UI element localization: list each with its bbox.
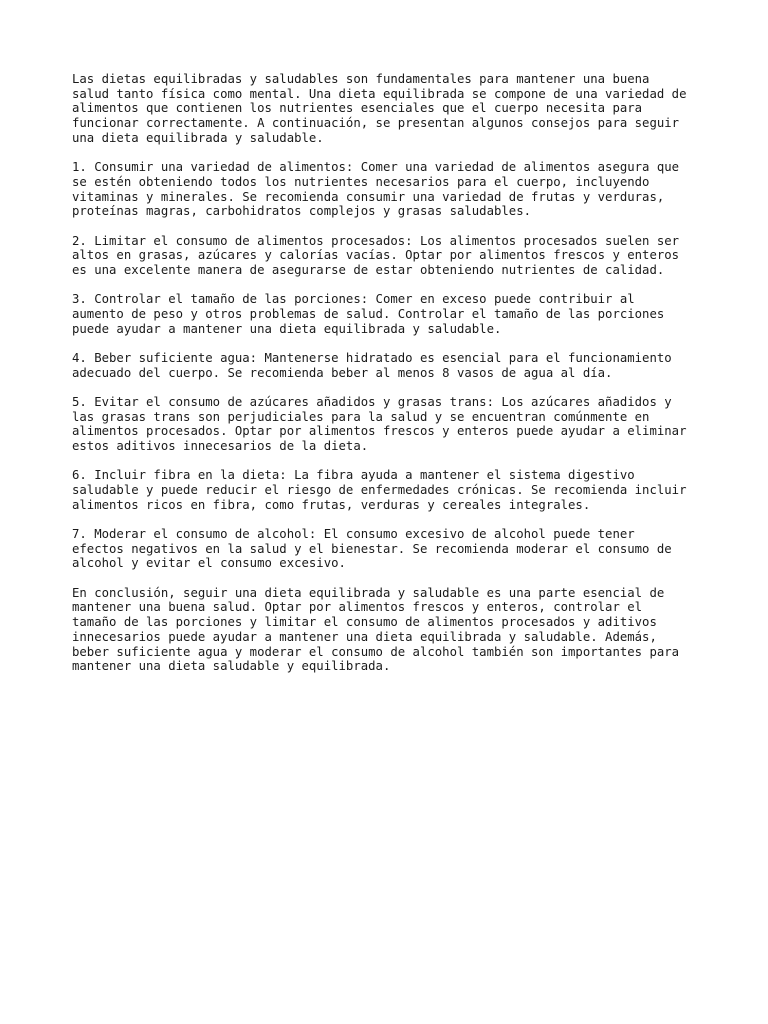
- tip-5-paragraph: 5. Evitar el consumo de azúcares añadidos y grasas trans: Los azúcares añadidos y las grasas trans son perjudiciales para la salud y se encuentran comúnmente en alimentos procesados. Optar por alimentos frescos y enteros puede ayudar a eliminar estos aditivos innecesarios de la dieta.: [72, 394, 687, 454]
- tip-4-paragraph: 4. Beber suficiente agua: Mantenerse hidratado es esencial para el funcionamiento adecuado del cuerpo. Se recomienda beber al menos 8 vasos de agua al día.: [72, 350, 672, 380]
- tip-7-paragraph: 7. Moderar el consumo de alcohol: El consumo excesivo de alcohol puede tener efectos negativos en la salud y el bienestar. Se recomienda moderar el consumo de alcohol y evitar el consumo excesivo.: [72, 527, 672, 571]
- tip-2-paragraph: 2. Limitar el consumo de alimentos procesados: Los alimentos procesados suelen ser altos en grasas, azúcares y calorías vacías. Optar por alimentos frescos y enteros es una excelente manera de asegurarse de estar obteniendo nutrientes de calidad.: [72, 233, 680, 277]
- tip-6-paragraph: 6. Incluir fibra en la dieta: La fibra ayuda a mantener el sistema digestivo saludable y puede reducir el riesgo de enfermedades crónicas. Se recomienda incluir alimentos ricos en fibra, como frutas, verduras y cereales integrales.: [72, 468, 687, 512]
- intro-paragraph: Las dietas equilibradas y saludables son fundamentales para mantener una buena salud tanto física como mental. Una dieta equilibrada se compone de una variedad de alimentos que contienen los nutrientes esenciales que el cuerpo necesita para funcionar correctamente. A continuación, se presentan algunos consejos para seguir una dieta equilibrada y saludable.: [72, 72, 687, 145]
- document-page: [72, 72, 712, 689]
- tip-3-paragraph: 3. Controlar el tamaño de las porciones: Comer en exceso puede contribuir al aumento de peso y otros problemas de salud. Controlar el tamaño de las porciones puede ayudar a mantener una dieta equilibrada y saludable.: [72, 292, 665, 336]
- tip-1-paragraph: 1. Consumir una variedad de alimentos: Comer una variedad de alimentos asegura que se estén obteniendo todos los nutrientes necesarios para el cuerpo, incluyendo vitaminas y minerales. Se recomienda consumir una variedad de frutas y verduras, proteínas magras, carbohidratos complejos y grasas saludables.: [72, 160, 680, 219]
- conclusion-paragraph: En conclusión, seguir una dieta equilibrada y saludable es una parte esencial de mantener una buena salud. Optar por alimentos frescos y enteros, controlar el tamaño de las porciones y limitar el consumo de alimentos procesados y aditivos innecesarios puede ayudar a mantener una dieta equilibrada y saludable. Además, beber suficiente agua y moderar el consumo de alcohol también son importantes para mantener una dieta saludable y equilibrada.: [72, 585, 680, 674]
